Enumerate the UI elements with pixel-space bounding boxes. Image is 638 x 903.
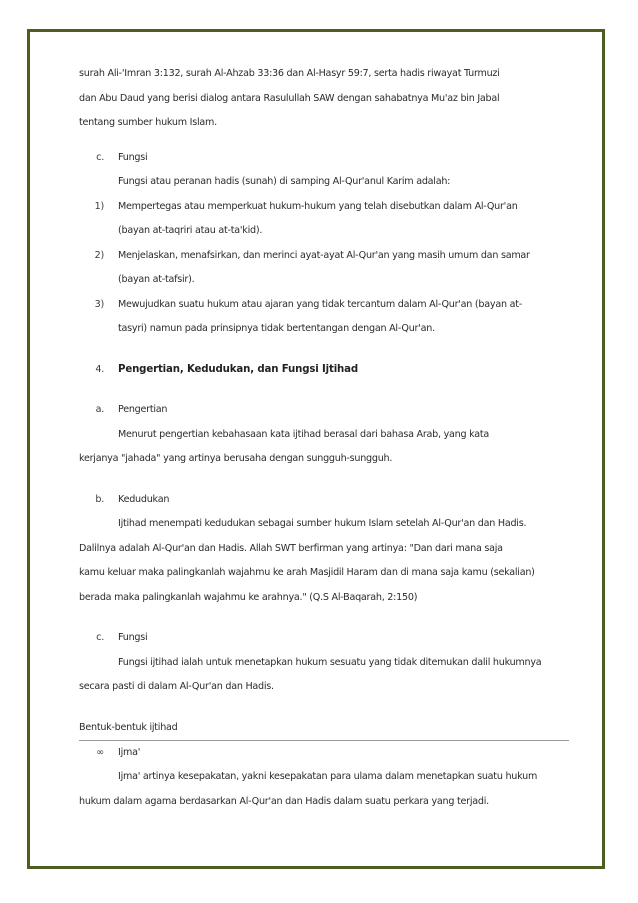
paragraph-line: kerjanya "jahada" yang artinya berusaha dengan sungguh-sungguh. [79,453,393,464]
intro-paragraph [79,62,569,136]
list-marker: a. [95,404,104,415]
list-marker: b. [95,493,104,505]
list-marker: c. [96,151,104,163]
list-marker: 3) [94,298,104,310]
subheading: Bentuk-bentuk ijtihad [79,716,569,741]
paragraph-line: Dalilnya adalah Al-Qur'an dan Hadis. Allah SWT berfirman yang artinya: "Dan dari mana saja [79,542,503,554]
paragraph-line: secara pasti di dalam Al-Qur'an dan Hadis. [79,681,274,692]
list-marker: 2) [94,249,104,261]
list-item-text: tasyri) namun pada prinsipnya tidak bertentangan dengan Al-Qur'an. [118,323,435,334]
pengertian-section [79,398,569,472]
paragraph-line: Ijtihad menempati kedudukan sebagai sumber hukum Islam setelah Al-Qur'an dan Hadis. [118,518,527,529]
list-item [79,244,569,269]
list-marker: ∞ [96,746,104,758]
document-page [79,62,569,814]
fungsi-hadis-section [79,146,569,342]
list-item-text: Mewujudkan suatu hukum atau ajaran yang tidak tercantum dalam Al-Qur'an (bayan at- [118,298,522,310]
list-item [79,195,569,220]
paragraph-line: Fungsi ijtihad ialah untuk menetapkan hukum sesuatu yang tidak ditemukan dalil hukumnya [118,656,542,668]
section-title: Kedudukan [118,493,170,505]
list-item-text: Mempertegas atau memperkuat hukum-hukum yang telah disebutkan dalam Al-Qur'an [118,200,518,212]
page-heading: Pengertian, Kedudukan, dan Fungsi Ijtihad [118,363,359,375]
section-title: Fungsi [118,632,148,643]
intro-line: surah Ali-'Imran 3:132, surah Al-Ahzab 33:36 dan Al-Hasyr 59:7, serta hadis riwayat Turmuzi [79,68,500,79]
section-lead: Fungsi atau peranan hadis (sunah) di samping Al-Qur'anul Karim adalah: [118,176,451,187]
paragraph-line: Ijma' artinya kesepakatan, yakni kesepakatan para ulama dalam menetapkan suatu hukum [118,771,538,782]
list-item [79,293,569,318]
section-title: Fungsi [118,151,148,163]
paragraph-line: kamu keluar maka palingkanlah wajahmu ke arah Masjidil Haram dan di mana saja kamu (sekalian) [79,567,535,578]
list-item-text: (bayan at-tafsir). [118,274,195,285]
list-marker: 4. [95,363,104,375]
kedudukan-section [79,488,569,611]
intro-line: tentang sumber hukum Islam. [79,117,217,128]
section-4-heading [79,358,569,383]
bentuk-ijtihad-section [79,716,569,815]
list-item-text: Menjelaskan, menafsirkan, dan merinci ayat-ayat Al-Qur'an yang masih umum dan samar [118,249,530,261]
paragraph-line: berada maka palingkanlah wajahmu ke arahnya." (Q.S Al-Baqarah, 2:150) [79,591,418,603]
list-item-text: (bayan at-taqriri atau at-ta'kid). [118,225,263,236]
section-title: Ijma' [118,746,141,758]
list-marker: 1) [94,200,104,212]
paragraph-line: hukum dalam agama berdasarkan Al-Qur'an dan Hadis dalam suatu perkara yang terjadi. [79,795,489,807]
section-title: Pengertian [118,404,168,415]
list-marker: c. [96,632,104,643]
paragraph-line: Menurut pengertian kebahasaan kata ijtihad berasal dari bahasa Arab, yang kata [118,428,490,440]
fungsi-ijtihad-section [79,626,569,700]
intro-line: dan Abu Daud yang berisi dialog antara Rasulullah SAW dengan sahabatnya Mu'az bin Jabal [79,92,500,104]
